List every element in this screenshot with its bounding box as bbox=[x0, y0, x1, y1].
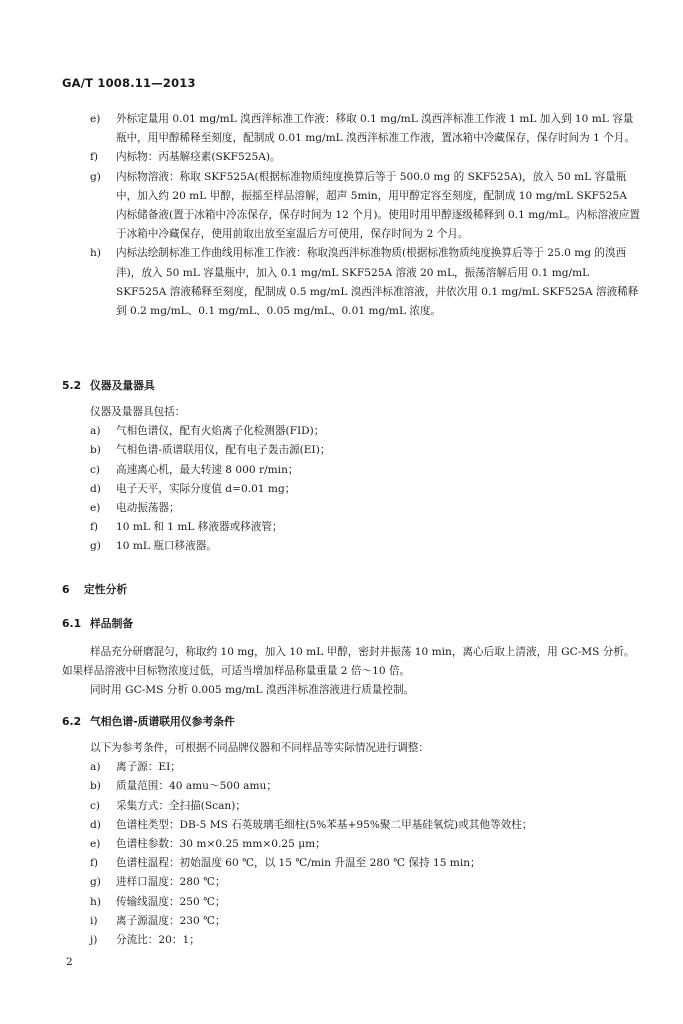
list-item: b) 质量范围：40 amu～500 amu； bbox=[90, 780, 277, 793]
section-6-2 bbox=[62, 712, 640, 950]
list-item: d) 电子天平，实际分度值 d=0.01 mg； bbox=[90, 482, 296, 495]
list-item: a) 气相色谱仪，配有火焰离子化检测器(FID)； bbox=[90, 425, 325, 438]
list-item: c) 高速离心机，最大转速 8 000 r/min； bbox=[90, 463, 299, 476]
list-item: i) 离子源温度：230 ℃； bbox=[90, 914, 226, 927]
section-6-1 bbox=[62, 614, 640, 701]
list-item: d) 色谱柱类型：DB-5 MS 石英玻璃毛细柱(5%苯基+95%聚二甲基硅氧烷)或其他等效柱； bbox=[90, 818, 533, 831]
list-item: f) 色谱柱温程：初始温度 60 ℃，以 15 ℃/min 升温至 280 ℃ 保持 15 min； bbox=[90, 857, 481, 870]
section-intro: 以下为参考条件，可根据不同品牌仪器和不同样品等实际情况进行调整： bbox=[90, 742, 429, 754]
section-intro: 仪器及量器具包括： bbox=[90, 406, 186, 418]
list-item: g) 进样口温度：280 ℃； bbox=[90, 876, 226, 889]
list-item: a) 离子源：EI； bbox=[90, 761, 181, 774]
list-item: j) 分流比：20：1； bbox=[90, 934, 200, 947]
list-item: b) 气相色谱-质谱联用仪，配有电子轰击源(EI)； bbox=[90, 444, 331, 457]
list-item: h) 传输线温度：250 ℃； bbox=[90, 895, 226, 908]
list-item: e) 电动振荡器； bbox=[90, 502, 180, 515]
list-item: f) 内标物：丙基解痉素(SKF525A)。 bbox=[90, 151, 281, 164]
list-item: h) 内标法绘制标准工作曲线用标准工作液：称取溴西泮标准物质(根据标准物质纯度换算后等于 25.0 mg 的溴西泮)，放入 50 mL 容量瓶中，加入 0.1 mg/mL SKF525A 溶液 20 mL，振荡溶解后用 0.1 mg/mL SKF525A 溶液稀释至刻度，配制成 0.5 mg/mL 溴西泮标准溶液，并依次用 0.1 mg/mL SKF525A 溶液稀释到 0.2 mg/mL、0.1 mg/mL、0.05 mg/mL、0.01 mg/mL 浓度。 bbox=[90, 247, 639, 318]
page-number: 2 bbox=[66, 956, 73, 968]
section-5-2 bbox=[62, 376, 640, 557]
paragraph: 样品充分研磨混匀，称取约 10 mg，加入 10 mL 甲醇，密封并振荡 10 min，离心后取上清液，用 GC-MS 分析。如果样品溶液中目标物浓度过低，可适当增加样品称量重量 2 倍～10 倍。 bbox=[62, 646, 635, 678]
section-6 bbox=[62, 580, 640, 599]
section-heading: 6 定性分析 bbox=[62, 583, 128, 596]
list-item: g) 10 mL 瓶口移液器。 bbox=[90, 540, 217, 553]
section-heading: 5.2 仪器及量器具 bbox=[62, 379, 155, 392]
section-heading: 6.1 样品制备 bbox=[62, 617, 134, 630]
document-code-header: GA/T 1008.11—2013 bbox=[62, 76, 196, 90]
list-item: f) 10 mL 和 1 mL 移液器或移液管； bbox=[90, 521, 283, 534]
list-item: e) 外标定量用 0.01 mg/mL 溴西泮标准工作液：移取 0.1 mg/mL 溴西泮标准工作液 1 mL 加入到 10 mL 容量瓶中，用甲醇稀释至刻度，配制成 0.01 mg/mL 溴西泮标准工作液，置冰箱中冷藏保存，保存时间为 1 个月。 bbox=[90, 113, 635, 145]
list-item: e) 色谱柱参数：30 m×0.25 mm×0.25 μm； bbox=[90, 838, 326, 851]
section-heading: 6.2 气相色谱-质谱联用仪参考条件 bbox=[62, 715, 235, 728]
list-item: c) 采集方式：全扫描(Scan)； bbox=[90, 799, 246, 812]
reagent-list bbox=[62, 110, 640, 321]
paragraph: 同时用 GC-MS 分析 0.005 mg/mL 溴西泮标准溶液进行质量控制。 bbox=[90, 684, 415, 697]
list-item: g) 内标物溶液：称取 SKF525A(根据标准物质纯度换算后等于 500.0 mg 的 SKF525A)，放入 50 mL 容量瓶中，加入约 20 mL 甲醇，振摇至样品溶解，超声 5min，用甲醇定容至刻度，配制成 10 mg/mL SKF525A 内标储备液(置于冰箱中冷冻保存，保存时间为 12 个月)。使用时用甲醇逐级稀释到 0.1 mg/mL。内标溶液应置于冰箱中冷藏保存，使用前取出放至室温后方可使用，保存时间为 2 个月。 bbox=[90, 170, 640, 241]
